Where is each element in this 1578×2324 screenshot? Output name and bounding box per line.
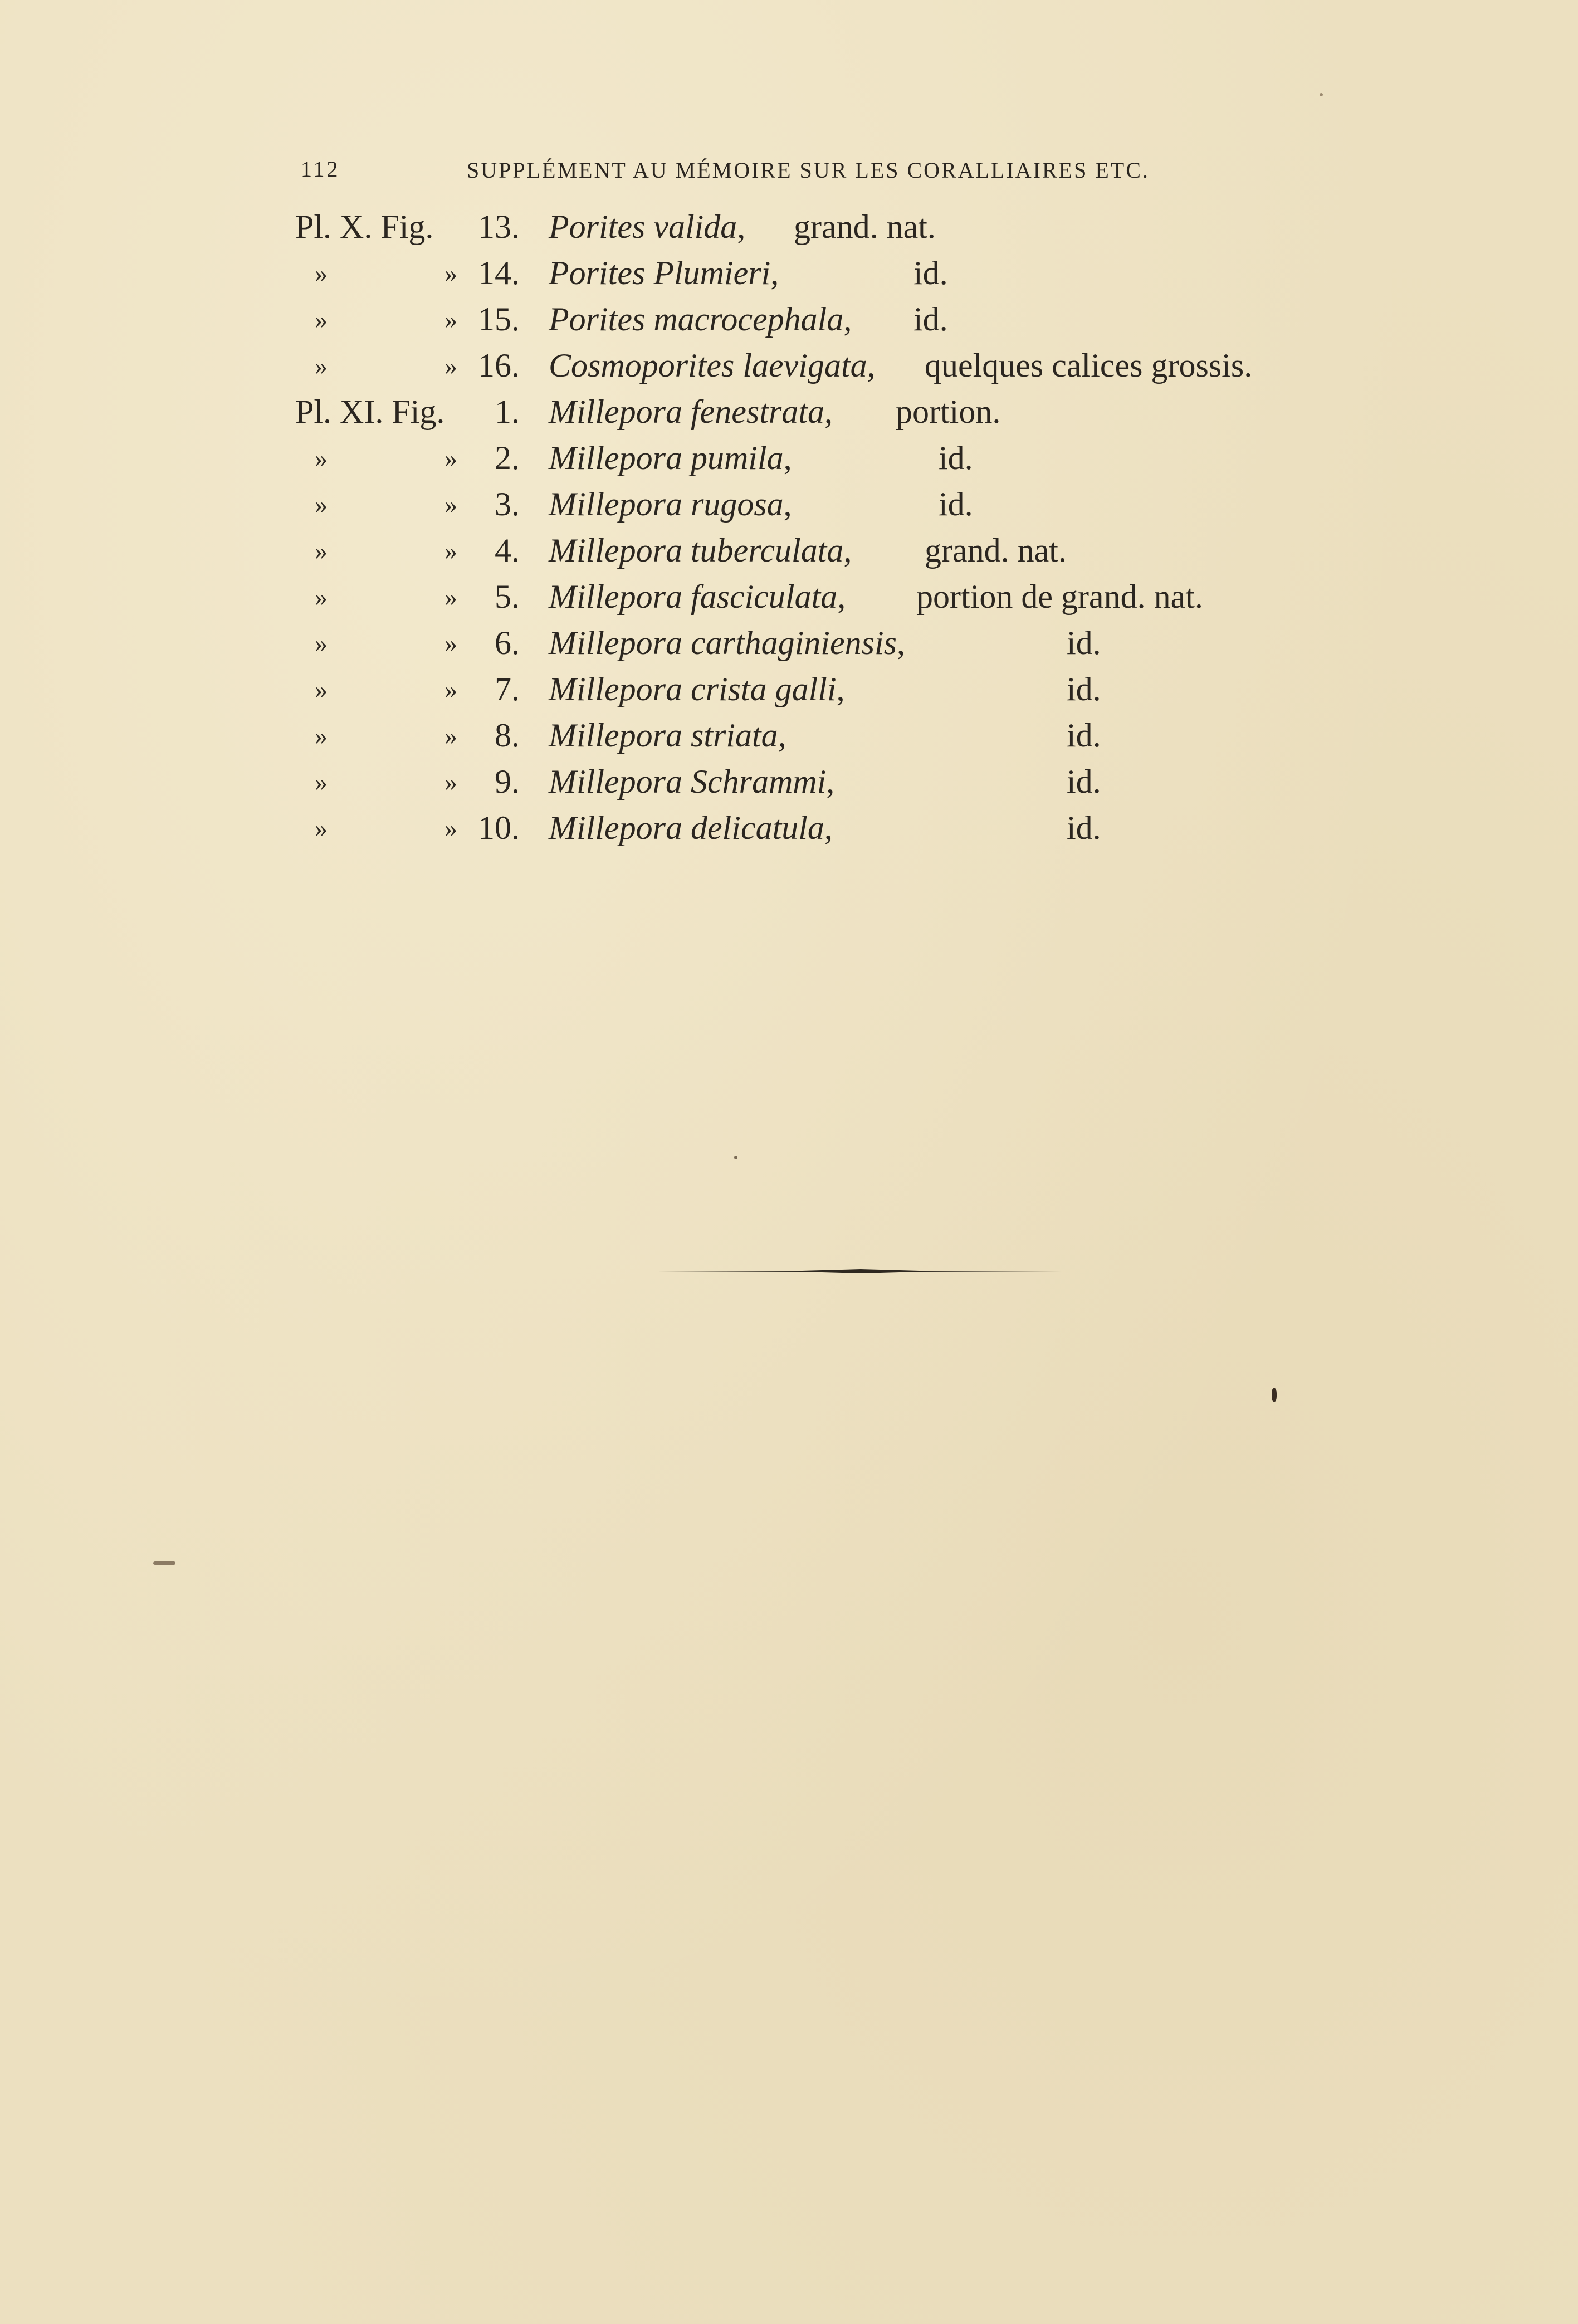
ditto-mark: » [444,351,457,380]
ditto-mark: » [444,675,457,704]
list-item [0,759,1578,805]
list-item [0,204,1578,250]
list-item [0,712,1578,759]
figure-description: id. [939,440,973,476]
species-name: Millepora Schrammi, [549,763,835,800]
ditto-mark: » [444,259,457,287]
species-name: Millepora fenestrata, [549,393,833,430]
figure-description: id. [1067,763,1101,800]
species-name: Millepora tuberculata, [549,532,852,569]
ink-speck [1320,93,1323,96]
species-name: Porites macrocephala, [549,301,852,338]
ditto-mark: » [315,536,328,565]
figure-number: 4. [495,532,520,569]
species-name: Millepora carthaginiensis, [549,624,905,661]
figure-number: 8. [495,717,520,754]
figure-description: id. [1067,671,1101,707]
figure-number: 14. [478,255,520,291]
list-item [0,296,1578,343]
ditto-mark: » [315,259,328,287]
ink-speck [153,1561,175,1565]
figure-description: id. [1067,624,1101,661]
figure-description: id. [913,301,948,338]
species-name: Millepora pumila, [549,440,792,476]
ditto-mark: » [315,583,328,611]
figure-description: id. [1067,809,1101,846]
page-header [301,156,1578,195]
ditto-mark: » [444,490,457,519]
figure-number: 7. [495,671,520,707]
ditto-mark: » [444,629,457,657]
figure-description: portion de grand. nat. [916,578,1203,615]
list-item [0,528,1578,574]
figure-number: 3. [495,486,520,523]
decorative-rule [657,1268,1064,1275]
list-item [0,574,1578,620]
list-item [0,343,1578,389]
figure-description: grand. nat. [794,208,936,245]
list-item [0,620,1578,666]
figure-number: 13. [478,208,520,245]
list-item [0,666,1578,712]
ditto-mark: » [315,305,328,334]
figure-number: 6. [495,624,520,661]
plate-figure-list [0,204,1578,851]
figure-description: grand. nat. [925,532,1067,569]
figure-description: quelques calices grossis. [925,347,1253,384]
species-name: Millepora striata, [549,717,786,754]
figure-number: 2. [495,440,520,476]
list-item [0,250,1578,296]
ditto-mark: » [444,721,457,750]
list-item [0,805,1578,851]
species-name: Millepora crista galli, [549,671,845,707]
ditto-mark: » [315,721,328,750]
species-name: Millepora delicatula, [549,809,833,846]
ditto-mark: » [315,814,328,842]
page-number: 112 [301,157,340,182]
ink-speck [1272,1388,1277,1402]
ditto-mark: » [315,444,328,472]
plate-label: Pl. X. Fig. [295,208,434,245]
ditto-mark: » [444,444,457,472]
list-item [0,481,1578,528]
figure-description: id. [1067,717,1101,754]
ditto-mark: » [315,351,328,380]
plate-label: Pl. XI. Fig. [295,393,445,430]
species-name: Millepora rugosa, [549,486,792,523]
ditto-mark: » [315,629,328,657]
figure-number: 9. [495,763,520,800]
species-name: Cosmoporites laevigata, [549,347,876,384]
ditto-mark: » [315,768,328,796]
ditto-mark: » [315,675,328,704]
figure-number: 5. [495,578,520,615]
ditto-mark: » [444,536,457,565]
ditto-mark: » [444,305,457,334]
species-name: Porites Plumieri, [549,255,779,291]
ditto-mark: » [315,490,328,519]
list-item [0,389,1578,435]
species-name: Porites valida, [549,208,746,245]
ink-speck [734,1156,737,1159]
figure-number: 15. [478,301,520,338]
ditto-mark: » [444,768,457,796]
figure-number: 16. [478,347,520,384]
list-item [0,435,1578,481]
figure-number: 10. [478,809,520,846]
running-title: SUPPLÉMENT AU MÉMOIRE SUR LES CORALLIAIRES ETC. [467,158,1150,183]
figure-number: 1. [495,393,520,430]
figure-description: id. [939,486,973,523]
figure-description: id. [913,255,948,291]
species-name: Millepora fasciculata, [549,578,846,615]
figure-description: portion. [896,393,1001,430]
ditto-mark: » [444,583,457,611]
ditto-mark: » [444,814,457,842]
